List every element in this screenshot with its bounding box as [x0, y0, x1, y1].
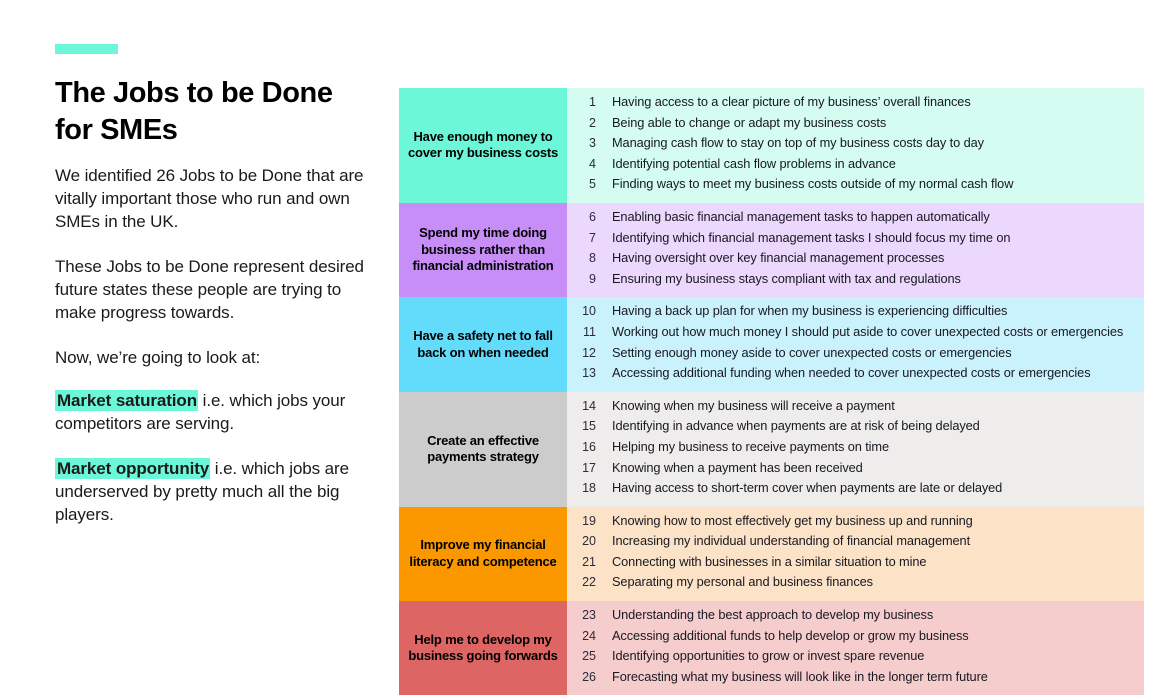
table-row	[567, 513, 1144, 534]
job-number: 1	[589, 95, 596, 109]
bullet-market-opportunity-rest: i.e. which jobs are underserved by pretty much all the big players.	[55, 458, 349, 524]
job-description: Enabling basic financial management tasks to happen automatically	[612, 208, 990, 224]
table-row	[567, 135, 1144, 156]
job-description: Having oversight over key financial management processes	[612, 250, 945, 266]
job-description: Having access to short-term cover when payments are late or delayed	[612, 480, 1003, 496]
job-description: Increasing my individual understanding of financial management	[612, 533, 971, 549]
job-group-label	[399, 507, 567, 601]
job-group	[399, 392, 1144, 507]
job-number: 15	[582, 419, 596, 434]
table-row	[567, 574, 1144, 595]
job-group-rows	[567, 507, 1144, 601]
bullet-market-saturation	[55, 390, 375, 436]
table-row	[567, 607, 1144, 628]
highlight-market-saturation: Market saturation	[57, 390, 198, 410]
table-row	[567, 365, 1144, 386]
job-group-label-text: Improve my financial literacy and competence	[409, 537, 557, 569]
table-row	[567, 303, 1144, 324]
job-description: Finding ways to meet my business costs outside of my normal cash flow	[612, 176, 1014, 192]
job-description: Identifying which financial management tasks I should focus my time on	[612, 229, 1011, 245]
job-description: Identifying opportunities to grow or invest spare revenue	[612, 648, 925, 664]
job-description: Understanding the best approach to develop my business	[612, 607, 934, 623]
table-row	[567, 94, 1144, 115]
job-number: 26	[582, 669, 596, 684]
job-number: 16	[582, 439, 596, 454]
table-row	[567, 418, 1144, 439]
table-row	[567, 324, 1144, 345]
intro-paragraph-3: Now, we’re going to look at:	[55, 347, 261, 367]
job-description: Helping my business to receive payments on time	[612, 438, 889, 454]
job-group-rows	[567, 88, 1144, 203]
job-number: 22	[582, 575, 596, 590]
table-row	[567, 439, 1144, 460]
job-group	[399, 601, 1144, 695]
job-group-label	[399, 297, 567, 391]
job-group-label-text: Create an effective payments strategy	[427, 432, 539, 465]
job-description: Setting enough money aside to cover unexpected costs or emergencies	[612, 344, 1012, 360]
job-number: 8	[589, 251, 596, 266]
table-row	[567, 115, 1144, 136]
job-number: 17	[582, 460, 596, 475]
job-number: 3	[589, 136, 596, 151]
accent-bar	[55, 44, 118, 54]
job-number: 9	[589, 271, 596, 286]
table-row	[567, 271, 1144, 292]
job-description: Working out how much money I should put aside to cover unexpected costs or emergencies	[612, 323, 1124, 339]
job-number: 7	[589, 230, 596, 245]
job-group-label-text: Help me to develop my business going forwards	[408, 631, 558, 664]
table-row	[567, 533, 1144, 554]
job-description: Forecasting what my business will look like in the longer term future	[612, 668, 988, 684]
bullet-market-opportunity	[55, 458, 375, 527]
job-group-rows	[567, 297, 1144, 391]
table-row	[567, 460, 1144, 481]
table-row	[567, 398, 1144, 419]
job-description: Accessing additional funds to help develop or grow my business	[612, 627, 969, 643]
job-number: 11	[583, 324, 596, 339]
job-description: Managing cash flow to stay on top of my business costs day to day	[612, 135, 984, 151]
job-group-label	[399, 392, 567, 507]
job-number: 2	[589, 115, 596, 130]
job-group	[399, 297, 1144, 391]
table-row	[567, 345, 1144, 366]
table-row	[567, 480, 1144, 501]
bullet-market-saturation-rest: i.e. which jobs your competitors are serving.	[55, 390, 346, 433]
job-description: Connecting with businesses in a similar situation to mine	[612, 553, 927, 569]
job-number: 10	[582, 304, 596, 319]
table-row	[567, 156, 1144, 177]
job-description: Knowing how to most effectively get my business up and running	[612, 512, 973, 528]
job-number: 20	[582, 534, 596, 549]
job-group	[399, 507, 1144, 601]
job-description: Having a back up plan for when my business is experiencing difficulties	[612, 303, 1008, 319]
job-number: 24	[582, 628, 596, 643]
job-group-label	[399, 601, 567, 695]
job-number: 18	[582, 481, 596, 496]
job-group-label-text: Have a safety net to fall back on when needed	[413, 327, 553, 360]
jobs-to-be-done-table	[399, 88, 1144, 695]
table-row	[567, 176, 1144, 197]
intro-column	[55, 44, 375, 548]
job-number: 6	[589, 209, 596, 224]
table-row	[567, 230, 1144, 251]
job-description: Knowing when my business will receive a payment	[612, 397, 895, 413]
job-group-label-text: Spend my time doing business rather than financial administration	[412, 225, 554, 274]
job-number: 13	[582, 366, 596, 381]
job-number: 12	[582, 345, 596, 360]
intro-paragraph-1: We identified 26 Jobs to be Done that are vitally important those who run and own SMEs in the UK.	[55, 166, 364, 232]
job-group-rows	[567, 203, 1144, 297]
job-group-rows	[567, 601, 1144, 695]
job-number: 23	[582, 608, 596, 623]
job-group-label-text: Have enough money to cover my business costs	[407, 128, 559, 161]
table-row	[567, 250, 1144, 271]
job-description: Having access to a clear picture of my business’ overall finances	[612, 94, 971, 109]
intro-paragraph-2: These Jobs to be Done represent desired future states these people are trying to make progress towards.	[55, 257, 364, 322]
job-group-rows	[567, 392, 1144, 507]
job-description: Being able to change or adapt my business costs	[612, 114, 887, 130]
job-number: 14	[582, 398, 596, 413]
table-row	[567, 209, 1144, 230]
job-group-label	[399, 203, 567, 297]
job-number: 25	[582, 649, 596, 664]
table-row	[567, 648, 1144, 669]
job-number: 5	[589, 177, 596, 192]
job-description: Ensuring my business stays compliant with tax and regulations	[612, 270, 961, 286]
job-group-label	[399, 88, 567, 203]
job-description: Accessing additional funding when needed to cover unexpected costs or emergencies	[612, 365, 1091, 381]
job-description: Identifying potential cash flow problems in advance	[612, 155, 896, 171]
job-number: 19	[582, 513, 596, 528]
job-group	[399, 203, 1144, 297]
table-row	[567, 669, 1144, 690]
job-description: Knowing when a payment has been received	[612, 459, 863, 475]
table-row	[567, 554, 1144, 575]
table-row	[567, 628, 1144, 649]
job-description: Separating my personal and business finances	[612, 574, 873, 590]
highlight-market-opportunity: Market opportunity	[57, 458, 210, 478]
job-description: Identifying in advance when payments are at risk of being delayed	[612, 418, 980, 434]
page-title: The Jobs to be Done for SMEs	[55, 77, 333, 147]
job-group	[399, 88, 1144, 203]
job-number: 4	[589, 156, 596, 171]
job-number: 21	[582, 554, 596, 569]
